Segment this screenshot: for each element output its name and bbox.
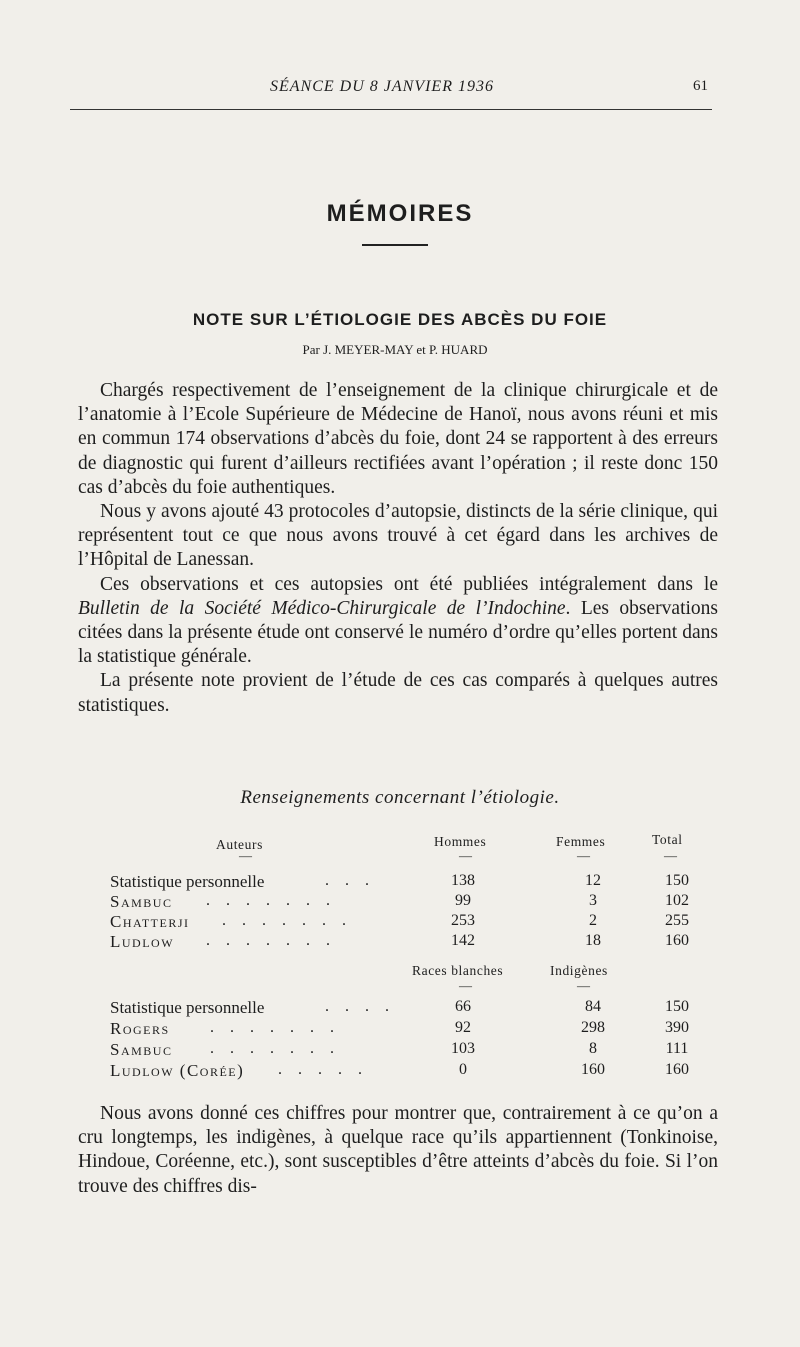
paragraph-4: La présente note provient de l’étude de ces cas comparés à quelques autres statistiques. — [78, 670, 718, 716]
row-indigenes: 298 — [581, 1019, 605, 1036]
row-author: Chatterji — [110, 912, 190, 931]
row-femmes: 2 — [589, 912, 597, 929]
row-races-blanches: 103 — [451, 1040, 475, 1057]
row-author: Rogers — [110, 1019, 170, 1038]
closing-text — [78, 1102, 718, 1199]
dot-leaders: . . . . . . . — [210, 1019, 340, 1036]
col-header-total: Total — [652, 832, 683, 847]
dot-leaders: . . . . . . . — [210, 1040, 340, 1057]
row-hommes: 99 — [455, 892, 471, 909]
running-head — [70, 78, 710, 100]
row-races-blanches: 0 — [459, 1061, 467, 1078]
header-dash: — — [239, 848, 252, 863]
row-indigenes: 160 — [581, 1061, 605, 1078]
table-row — [110, 872, 710, 892]
paragraph-5: Nous avons donné ces chiffres pour montrer que, contrairement à ce qu’on a cru longtemps, les indigènes, à quelque race qu’ils appartiennent (Tonkinoise, Hindoue, Coréenne, etc.), sont susceptibles d’être atteints d’abcès du foie. Si l’on trouve des chiffres dis- — [78, 1103, 718, 1197]
row-femmes: 18 — [585, 932, 601, 949]
row-femmes: 3 — [589, 892, 597, 909]
table-row — [110, 892, 710, 912]
row-author: Ludlow (Corée) — [110, 1061, 245, 1080]
table-row — [110, 1019, 710, 1039]
header-dash: — — [459, 978, 472, 993]
row-author: Sambuc — [110, 1040, 173, 1059]
note-title: NOTE SUR L’ÉTIOLOGIE DES ABCÈS DU FOIE — [192, 310, 608, 329]
row-indigenes: 8 — [589, 1040, 597, 1057]
header-dash: — — [459, 848, 472, 863]
dot-leaders: . . . . . . . — [206, 932, 336, 949]
paragraph-2: Nous y avons ajouté 43 protocoles d’autopsie, distincts de la série clinique, qui représentent tout ce que nous avons trouvé à cet égard dans les archives de l’Hôpital de Lanessan. — [78, 501, 718, 571]
header-dash: — — [577, 978, 590, 993]
dot-leaders: . . . . . . . — [206, 892, 336, 909]
col-header-auteurs: Auteurs — [216, 837, 263, 852]
row-total: 150 — [665, 872, 689, 889]
col-header-indigenes: Indigènes — [550, 963, 608, 978]
row-races-blanches: 92 — [455, 1019, 471, 1036]
row-author: Statistique personnelle — [110, 872, 265, 891]
table-caption: Renseignements concernant l’étiologie. — [240, 787, 560, 808]
row-hommes: 138 — [451, 872, 475, 889]
table-row — [110, 998, 710, 1018]
dot-leaders: . . . . . — [278, 1061, 368, 1078]
col-header-hommes: Hommes — [434, 834, 487, 849]
dot-leaders: . . . . — [325, 998, 395, 1015]
row-hommes: 253 — [451, 912, 475, 929]
row-total: 102 — [665, 892, 689, 909]
header-dash: — — [664, 848, 677, 863]
dot-leaders: . . . — [325, 872, 375, 889]
row-total: 390 — [665, 1019, 689, 1036]
table-row — [110, 932, 710, 952]
row-hommes: 142 — [451, 932, 475, 949]
row-total: 111 — [665, 1040, 689, 1057]
col-header-races-blanches: Races blanches — [412, 963, 504, 978]
row-author: Sambuc — [110, 892, 173, 911]
paragraph-3: Ces observations et ces autopsies ont été publiées intégralement dans le Bulletin de la Société Médico-Chirurgicale de l’Indochine. Les observations citées dans la présente étude ont conservé le numéro d’ordre qu’elles portent dans la statistique générale. — [78, 573, 718, 668]
byline: Par J. MEYER-MAY et P. HUARD — [302, 342, 488, 357]
row-author: Statistique personnelle — [110, 998, 265, 1017]
row-total: 160 — [665, 932, 689, 949]
running-title: SÉANCE DU 8 JANVIER 1936 — [270, 78, 494, 95]
col-header-femmes: Femmes — [556, 834, 606, 849]
row-races-blanches: 66 — [455, 998, 471, 1015]
bulletin-title: Bulletin de la Société Médico-Chirurgicale de l’Indochine — [78, 597, 566, 619]
page-number: 61 — [693, 78, 708, 94]
table-row — [110, 1061, 710, 1081]
dot-leaders: . . . . . . . — [222, 912, 352, 929]
intro-text — [78, 379, 718, 718]
row-femmes: 12 — [585, 872, 601, 889]
table-row — [110, 912, 710, 932]
row-indigenes: 84 — [585, 998, 601, 1015]
section-title: MÉMOIRES — [326, 200, 474, 227]
header-rule — [70, 109, 712, 110]
row-total: 255 — [665, 912, 689, 929]
header-dash: — — [577, 848, 590, 863]
row-author: Ludlow — [110, 932, 175, 951]
paragraph-1: Chargés respectivement de l’enseignement de la clinique chirurgicale et de l’anatomie à l’Ecole Supérieure de Médecine de Hanoï, nous avons réuni et mis en commun 174 observations d’abcès du foie, dont 24 se rapportent à des erreurs de diagnostic qui furent d’ailleurs rectifiées avant l’opération ; il reste donc 150 cas d’abcès du foie authentiques. — [78, 380, 718, 498]
row-total: 150 — [665, 998, 689, 1015]
title-underline — [362, 244, 428, 246]
row-total: 160 — [665, 1061, 689, 1078]
table-row — [110, 1040, 710, 1060]
